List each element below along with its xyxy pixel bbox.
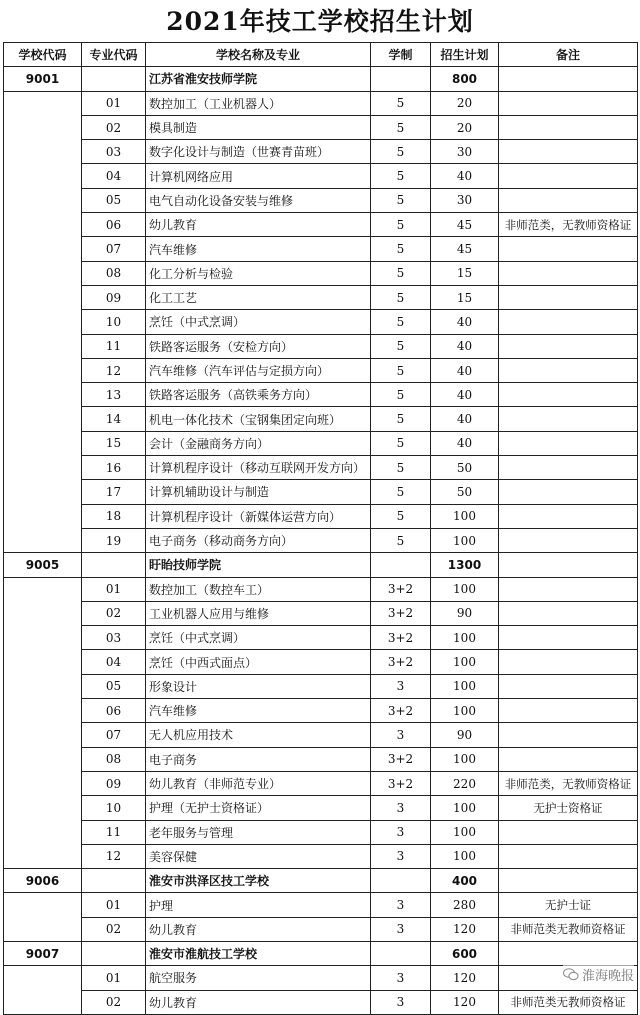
watermark bbox=[563, 965, 634, 984]
major-code: 01 bbox=[82, 577, 146, 601]
major-code: 12 bbox=[82, 844, 146, 868]
major-plan: 100 bbox=[431, 796, 499, 820]
major-plan: 100 bbox=[431, 504, 499, 528]
major-row bbox=[4, 358, 638, 382]
school-code-span bbox=[4, 91, 82, 553]
major-name: 护理 bbox=[146, 893, 371, 917]
major-remarks bbox=[499, 601, 638, 625]
major-code: 03 bbox=[82, 140, 146, 164]
major-duration: 3 bbox=[371, 844, 431, 868]
major-duration: 3 bbox=[371, 723, 431, 747]
major-row bbox=[4, 577, 638, 601]
major-code: 11 bbox=[82, 334, 146, 358]
major-name: 电子商务 bbox=[146, 747, 371, 771]
major-duration: 3 bbox=[371, 966, 431, 990]
school-code-span bbox=[4, 893, 82, 942]
major-name: 铁路客运服务（高铁乘务方向） bbox=[146, 383, 371, 407]
major-duration: 5 bbox=[371, 237, 431, 261]
major-plan: 15 bbox=[431, 285, 499, 309]
major-code: 04 bbox=[82, 164, 146, 188]
major-duration: 5 bbox=[371, 188, 431, 212]
major-remarks bbox=[499, 504, 638, 528]
watermark-text: 淮海晚报 bbox=[581, 969, 634, 984]
major-duration: 5 bbox=[371, 164, 431, 188]
major-remarks bbox=[499, 407, 638, 431]
major-row bbox=[4, 893, 638, 917]
major-row bbox=[4, 820, 638, 844]
major-duration: 3+2 bbox=[371, 601, 431, 625]
major-row bbox=[4, 188, 638, 212]
major-name: 化工工艺 bbox=[146, 285, 371, 309]
header-duration: 学制 bbox=[371, 43, 431, 67]
major-name: 形象设计 bbox=[146, 674, 371, 698]
major-duration: 5 bbox=[371, 285, 431, 309]
major-code: 06 bbox=[82, 699, 146, 723]
school-plan-total: 600 bbox=[431, 941, 499, 965]
major-duration: 5 bbox=[371, 456, 431, 480]
major-name: 幼儿教育 bbox=[146, 990, 371, 1014]
major-name: 烹饪（中式烹调） bbox=[146, 310, 371, 334]
major-plan: 220 bbox=[431, 771, 499, 795]
major-remarks: 非师范类，无教师资格证 bbox=[499, 213, 638, 237]
major-plan: 40 bbox=[431, 310, 499, 334]
school-name: 淮安市洪泽区技工学校 bbox=[146, 869, 371, 893]
major-remarks: 非师范类无教师资格证 bbox=[499, 990, 638, 1014]
major-row bbox=[4, 966, 638, 990]
major-duration: 5 bbox=[371, 504, 431, 528]
school-plan-total: 1300 bbox=[431, 553, 499, 577]
major-code-empty bbox=[82, 869, 146, 893]
major-plan: 40 bbox=[431, 358, 499, 382]
major-remarks bbox=[499, 674, 638, 698]
major-remarks bbox=[499, 358, 638, 382]
major-name: 机电一体化技术（宝钢集团定向班） bbox=[146, 407, 371, 431]
major-duration: 5 bbox=[371, 310, 431, 334]
major-duration: 3+2 bbox=[371, 699, 431, 723]
major-row bbox=[4, 115, 638, 139]
header-school-and-major: 学校名称及专业 bbox=[146, 43, 371, 67]
major-row bbox=[4, 504, 638, 528]
major-name: 计算机辅助设计与制造 bbox=[146, 480, 371, 504]
major-duration: 5 bbox=[371, 358, 431, 382]
school-code-span bbox=[4, 577, 82, 869]
major-code: 10 bbox=[82, 796, 146, 820]
major-row bbox=[4, 528, 638, 552]
major-plan: 50 bbox=[431, 456, 499, 480]
major-name: 数控加工（工业机器人） bbox=[146, 91, 371, 115]
major-duration: 5 bbox=[371, 213, 431, 237]
major-name: 汽车维修（汽车评估与定损方向） bbox=[146, 358, 371, 382]
major-name: 数控加工（数控车工） bbox=[146, 577, 371, 601]
major-code: 05 bbox=[82, 188, 146, 212]
school-plan-total: 800 bbox=[431, 67, 499, 91]
major-plan: 280 bbox=[431, 893, 499, 917]
major-duration: 3 bbox=[371, 674, 431, 698]
major-remarks bbox=[499, 91, 638, 115]
major-remarks: 非师范类无教师资格证 bbox=[499, 917, 638, 941]
major-name: 老年服务与管理 bbox=[146, 820, 371, 844]
major-name: 烹饪（中西式面点） bbox=[146, 650, 371, 674]
major-remarks bbox=[499, 261, 638, 285]
major-plan: 120 bbox=[431, 990, 499, 1014]
major-code-empty bbox=[82, 67, 146, 91]
major-duration: 3 bbox=[371, 917, 431, 941]
major-row bbox=[4, 626, 638, 650]
school-row bbox=[4, 67, 638, 91]
major-row bbox=[4, 650, 638, 674]
remarks-empty bbox=[499, 941, 638, 965]
header-major-code: 专业代码 bbox=[82, 43, 146, 67]
major-duration: 3+2 bbox=[371, 747, 431, 771]
major-code: 03 bbox=[82, 626, 146, 650]
major-code: 08 bbox=[82, 747, 146, 771]
school-name: 淮安市淮航技工学校 bbox=[146, 941, 371, 965]
major-row bbox=[4, 237, 638, 261]
major-name: 汽车维修 bbox=[146, 237, 371, 261]
major-code: 09 bbox=[82, 285, 146, 309]
major-row bbox=[4, 91, 638, 115]
major-name: 幼儿教育（非师范专业） bbox=[146, 771, 371, 795]
remarks-empty bbox=[499, 67, 638, 91]
major-name: 电气自动化设备安装与维修 bbox=[146, 188, 371, 212]
major-duration: 3+2 bbox=[371, 771, 431, 795]
school-row bbox=[4, 553, 638, 577]
major-duration: 3 bbox=[371, 990, 431, 1014]
school-row bbox=[4, 941, 638, 965]
major-row bbox=[4, 334, 638, 358]
major-duration: 5 bbox=[371, 261, 431, 285]
major-name: 电子商务（移动商务方向） bbox=[146, 528, 371, 552]
remarks-empty bbox=[499, 869, 638, 893]
major-remarks bbox=[499, 723, 638, 747]
major-plan: 100 bbox=[431, 674, 499, 698]
major-duration: 3 bbox=[371, 820, 431, 844]
major-code: 02 bbox=[82, 601, 146, 625]
major-remarks bbox=[499, 456, 638, 480]
school-code-span bbox=[4, 966, 82, 1015]
duration-empty bbox=[371, 941, 431, 965]
major-code: 16 bbox=[82, 456, 146, 480]
major-code: 02 bbox=[82, 917, 146, 941]
major-remarks bbox=[499, 650, 638, 674]
major-plan: 30 bbox=[431, 140, 499, 164]
major-name: 会计（金融商务方向） bbox=[146, 431, 371, 455]
major-remarks bbox=[499, 115, 638, 139]
major-code: 14 bbox=[82, 407, 146, 431]
major-plan: 100 bbox=[431, 528, 499, 552]
page-title: 2021年技工学校招生计划 bbox=[166, 7, 474, 36]
duration-empty bbox=[371, 67, 431, 91]
major-remarks bbox=[499, 383, 638, 407]
wechat-icon bbox=[563, 968, 579, 981]
major-remarks bbox=[499, 164, 638, 188]
major-row bbox=[4, 213, 638, 237]
major-duration: 5 bbox=[371, 334, 431, 358]
major-remarks bbox=[499, 528, 638, 552]
major-plan: 50 bbox=[431, 480, 499, 504]
major-code: 01 bbox=[82, 966, 146, 990]
major-duration: 5 bbox=[371, 431, 431, 455]
major-name: 幼儿教育 bbox=[146, 917, 371, 941]
major-remarks: 非师范类，无教师资格证 bbox=[499, 771, 638, 795]
major-duration: 3 bbox=[371, 796, 431, 820]
major-remarks: 无护士资格证 bbox=[499, 796, 638, 820]
school-code: 9006 bbox=[4, 869, 82, 893]
major-remarks bbox=[499, 188, 638, 212]
major-name: 计算机程序设计（新媒体运营方向） bbox=[146, 504, 371, 528]
major-name: 计算机程序设计（移动互联网开发方向） bbox=[146, 456, 371, 480]
major-row bbox=[4, 796, 638, 820]
major-row bbox=[4, 674, 638, 698]
major-name: 无人机应用技术 bbox=[146, 723, 371, 747]
major-duration: 5 bbox=[371, 383, 431, 407]
major-plan: 15 bbox=[431, 261, 499, 285]
school-plan-total: 400 bbox=[431, 869, 499, 893]
major-row bbox=[4, 480, 638, 504]
major-row bbox=[4, 844, 638, 868]
major-code: 07 bbox=[82, 237, 146, 261]
major-row bbox=[4, 723, 638, 747]
major-name: 护理（无护士资格证） bbox=[146, 796, 371, 820]
major-code: 13 bbox=[82, 383, 146, 407]
major-remarks bbox=[499, 237, 638, 261]
duration-empty bbox=[371, 553, 431, 577]
major-remarks: 无护士证 bbox=[499, 893, 638, 917]
major-remarks bbox=[499, 626, 638, 650]
school-row bbox=[4, 869, 638, 893]
major-plan: 120 bbox=[431, 966, 499, 990]
major-duration: 5 bbox=[371, 528, 431, 552]
major-name: 幼儿教育 bbox=[146, 213, 371, 237]
major-remarks bbox=[499, 431, 638, 455]
major-code: 08 bbox=[82, 261, 146, 285]
major-plan: 40 bbox=[431, 407, 499, 431]
major-plan: 45 bbox=[431, 213, 499, 237]
school-name: 盱眙技师学院 bbox=[146, 553, 371, 577]
major-code: 12 bbox=[82, 358, 146, 382]
remarks-empty bbox=[499, 553, 638, 577]
major-code-empty bbox=[82, 941, 146, 965]
major-plan: 100 bbox=[431, 626, 499, 650]
major-code: 10 bbox=[82, 310, 146, 334]
major-duration: 5 bbox=[371, 140, 431, 164]
major-name: 化工分析与检验 bbox=[146, 261, 371, 285]
major-row bbox=[4, 771, 638, 795]
major-remarks bbox=[499, 140, 638, 164]
school-code: 9005 bbox=[4, 553, 82, 577]
major-remarks bbox=[499, 285, 638, 309]
major-code: 17 bbox=[82, 480, 146, 504]
header-remarks: 备注 bbox=[499, 43, 638, 67]
major-code: 01 bbox=[82, 893, 146, 917]
major-row bbox=[4, 164, 638, 188]
table-header-row bbox=[4, 43, 638, 67]
major-row bbox=[4, 917, 638, 941]
major-plan: 20 bbox=[431, 91, 499, 115]
major-code: 01 bbox=[82, 91, 146, 115]
major-code: 02 bbox=[82, 990, 146, 1014]
major-remarks bbox=[499, 577, 638, 601]
major-code: 09 bbox=[82, 771, 146, 795]
major-row bbox=[4, 699, 638, 723]
major-duration: 5 bbox=[371, 480, 431, 504]
major-code: 07 bbox=[82, 723, 146, 747]
major-row bbox=[4, 407, 638, 431]
school-code: 9001 bbox=[4, 67, 82, 91]
major-plan: 40 bbox=[431, 334, 499, 358]
major-duration: 3+2 bbox=[371, 626, 431, 650]
major-plan: 100 bbox=[431, 747, 499, 771]
major-remarks bbox=[499, 480, 638, 504]
school-code: 9007 bbox=[4, 941, 82, 965]
major-code: 05 bbox=[82, 674, 146, 698]
major-name: 工业机器人应用与维修 bbox=[146, 601, 371, 625]
school-name: 江苏省淮安技师学院 bbox=[146, 67, 371, 91]
major-name: 烹饪（中式烹调） bbox=[146, 626, 371, 650]
major-remarks bbox=[499, 310, 638, 334]
major-row bbox=[4, 747, 638, 771]
major-plan: 90 bbox=[431, 723, 499, 747]
major-duration: 5 bbox=[371, 91, 431, 115]
major-code: 04 bbox=[82, 650, 146, 674]
major-duration: 5 bbox=[371, 115, 431, 139]
major-name: 铁路客运服务（安检方向） bbox=[146, 334, 371, 358]
major-name: 模具制造 bbox=[146, 115, 371, 139]
major-remarks bbox=[499, 699, 638, 723]
major-code: 06 bbox=[82, 213, 146, 237]
major-remarks bbox=[499, 844, 638, 868]
major-plan: 120 bbox=[431, 917, 499, 941]
major-duration: 5 bbox=[371, 407, 431, 431]
duration-empty bbox=[371, 869, 431, 893]
major-plan: 40 bbox=[431, 164, 499, 188]
major-name: 美容保健 bbox=[146, 844, 371, 868]
major-code: 11 bbox=[82, 820, 146, 844]
enrollment-table bbox=[3, 42, 638, 1015]
major-row bbox=[4, 383, 638, 407]
major-plan: 30 bbox=[431, 188, 499, 212]
major-row bbox=[4, 285, 638, 309]
header-enrollment-plan: 招生计划 bbox=[431, 43, 499, 67]
major-duration: 3 bbox=[371, 893, 431, 917]
major-remarks bbox=[499, 334, 638, 358]
major-row bbox=[4, 140, 638, 164]
major-row bbox=[4, 310, 638, 334]
major-plan: 20 bbox=[431, 115, 499, 139]
major-remarks bbox=[499, 820, 638, 844]
major-row bbox=[4, 601, 638, 625]
table-body bbox=[4, 67, 638, 1015]
major-remarks bbox=[499, 747, 638, 771]
major-plan: 100 bbox=[431, 699, 499, 723]
major-code-empty bbox=[82, 553, 146, 577]
major-row bbox=[4, 431, 638, 455]
major-plan: 100 bbox=[431, 650, 499, 674]
major-plan: 40 bbox=[431, 431, 499, 455]
header-school-code: 学校代码 bbox=[4, 43, 82, 67]
major-code: 15 bbox=[82, 431, 146, 455]
major-plan: 100 bbox=[431, 820, 499, 844]
major-row bbox=[4, 261, 638, 285]
major-row bbox=[4, 990, 638, 1014]
major-plan: 100 bbox=[431, 844, 499, 868]
major-code: 19 bbox=[82, 528, 146, 552]
major-row bbox=[4, 456, 638, 480]
major-name: 数字化设计与制造（世赛青苗班） bbox=[146, 140, 371, 164]
major-code: 02 bbox=[82, 115, 146, 139]
major-name: 航空服务 bbox=[146, 966, 371, 990]
major-plan: 45 bbox=[431, 237, 499, 261]
major-name: 汽车维修 bbox=[146, 699, 371, 723]
major-code: 18 bbox=[82, 504, 146, 528]
major-plan: 90 bbox=[431, 601, 499, 625]
major-plan: 100 bbox=[431, 577, 499, 601]
major-duration: 3+2 bbox=[371, 650, 431, 674]
major-duration: 3+2 bbox=[371, 577, 431, 601]
major-plan: 40 bbox=[431, 383, 499, 407]
major-name: 计算机网络应用 bbox=[146, 164, 371, 188]
